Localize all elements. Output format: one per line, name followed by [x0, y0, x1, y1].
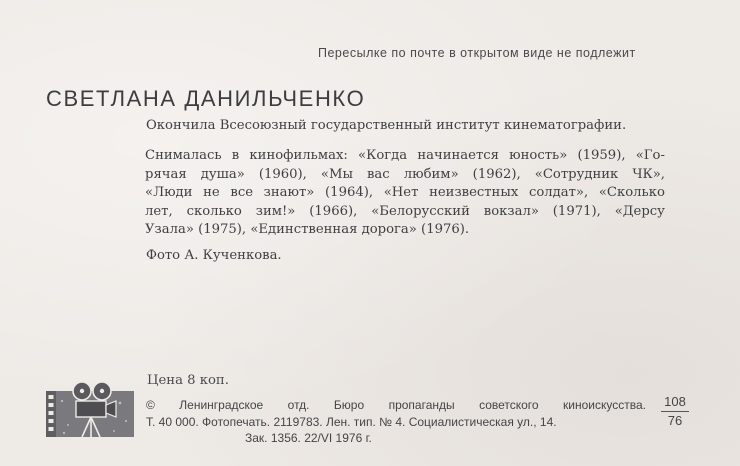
word: «Сотрудник	[534, 166, 619, 182]
filmography-line: Узала» (1975), «Единственная дорога» (1976).	[145, 222, 470, 238]
word: лет,	[145, 203, 173, 219]
word: (1966),	[309, 203, 358, 219]
word: (1962),	[472, 166, 521, 182]
fraction-denominator: 76	[667, 413, 683, 428]
imprint-block	[146, 397, 646, 447]
word: не	[203, 185, 220, 201]
word: Снималась	[145, 148, 222, 163]
word: неизвестных	[429, 185, 519, 201]
word: солдат»,	[528, 185, 589, 201]
word: в	[231, 148, 240, 163]
word: душа»	[200, 166, 245, 182]
word: начинается	[417, 148, 499, 163]
word: (1960),	[258, 166, 307, 182]
fraction-bar	[661, 411, 689, 412]
catalog-fraction	[661, 394, 689, 428]
word: (1971),	[552, 203, 601, 219]
word: все	[230, 185, 254, 201]
word: советского	[479, 398, 539, 412]
actress-name: СВЕТЛАНА ДАНИЛЬЧЕНКО	[46, 86, 366, 111]
word: рячая	[145, 166, 187, 182]
word: «Го-	[635, 148, 665, 163]
word: вас	[367, 166, 390, 182]
word: «Сколько	[598, 185, 665, 201]
word: кинофильмах:	[249, 148, 348, 163]
word: Бюро	[333, 398, 365, 412]
filmography-line	[145, 147, 665, 166]
word: «Белорусский	[371, 203, 470, 219]
word: ©	[146, 398, 155, 412]
word: юность»	[509, 148, 568, 163]
fraction-numerator: 108	[664, 394, 686, 409]
word: «Люди	[145, 185, 193, 201]
postal-notice: Пересылке по почте в открытом виде не подлежит	[318, 46, 636, 60]
word: ЧК»,	[632, 166, 665, 182]
word: вокзал»	[483, 203, 539, 219]
photo-credit: Фото А. Кученкова.	[146, 248, 282, 263]
word: (1959),	[577, 148, 626, 163]
word: «Когда	[358, 148, 408, 163]
word: зим!»	[255, 203, 296, 219]
education-text: Окончила Всесоюзный государственный институт кинематографии.	[146, 118, 627, 133]
word: сколько	[186, 203, 242, 219]
word: киноискусства.	[563, 398, 646, 412]
word: «Нет	[383, 185, 419, 201]
order-line: Зак. 1356. 22/VI 1976 г.	[245, 431, 372, 445]
print-run-line: Т. 40 000. Фотопечать. 2119783. Лен. тип. № 4. Социалистическая ул., 14.	[146, 414, 557, 429]
filmography-line	[145, 166, 665, 185]
publisher-line	[146, 397, 646, 414]
filmography-line	[145, 203, 665, 222]
word: отд.	[287, 398, 310, 412]
word: «Мы	[320, 166, 353, 182]
film-camera-icon	[46, 381, 134, 439]
price-label: Цена 8 коп.	[147, 373, 229, 388]
word: любим»	[403, 166, 459, 182]
word: Ленинградское	[179, 398, 264, 412]
word: «Дерсу	[614, 203, 665, 219]
word: (1964),	[325, 185, 374, 201]
filmography-line	[145, 184, 665, 203]
word: знают»	[263, 185, 315, 201]
word: пропаганды	[388, 398, 455, 412]
filmography	[145, 147, 665, 240]
